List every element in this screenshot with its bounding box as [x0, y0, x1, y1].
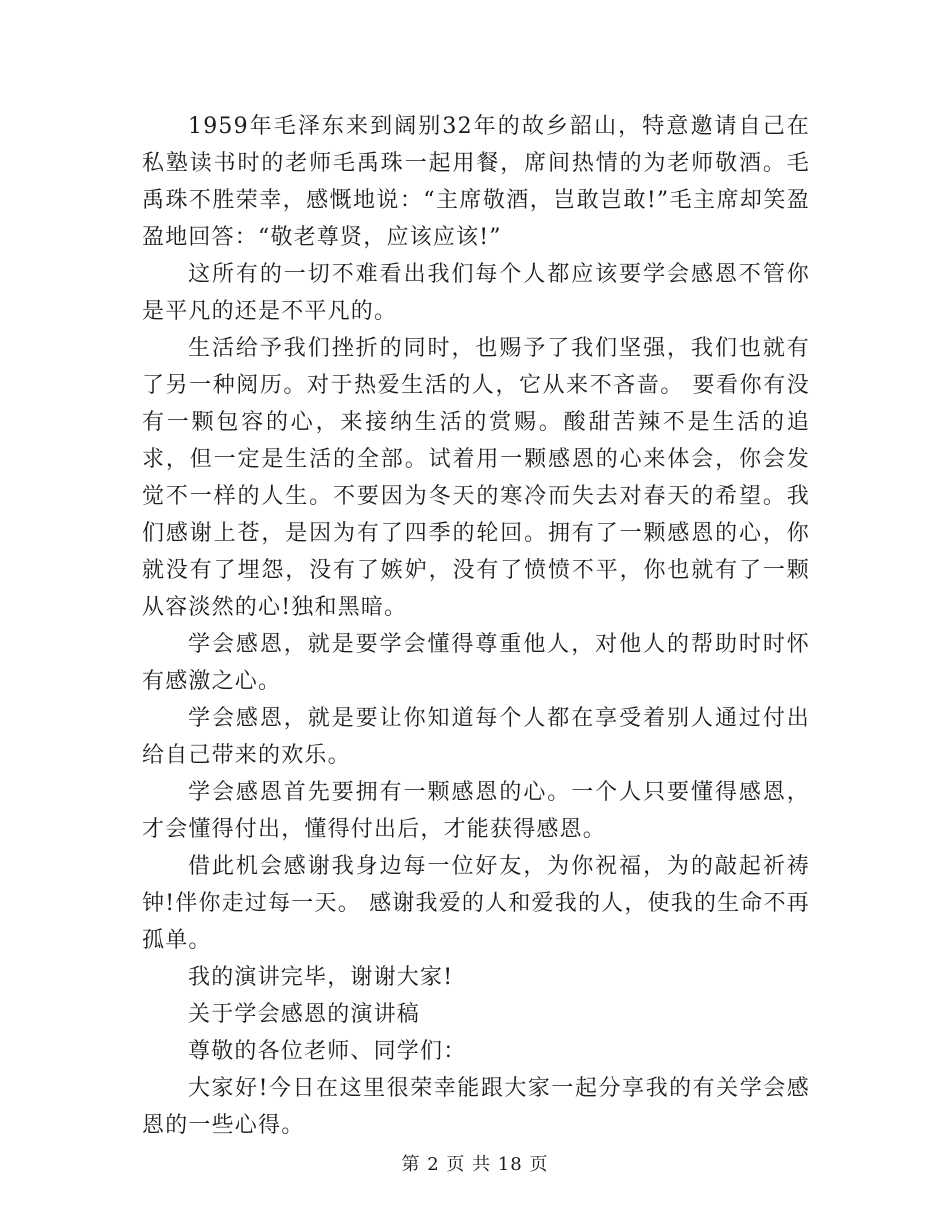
- paragraph: 我的演讲完毕，谢谢大家!: [188, 965, 454, 990]
- document-body: [142, 108, 810, 1144]
- page-number-label: 第 2 页 共 18 页: [401, 1154, 549, 1175]
- paragraph: 这所有的一切不难看出我们每个人都应该要学会感恩不管你是平凡的还是不平凡的。: [142, 262, 810, 324]
- paragraph: 生活给予我们挫折的同时，也赐予了我们坚强，我们也就有了另一种阅历。对于热爱生活的人，它从来不吝啬。 要看你有没有一颗包容的心，来接纳生活的赏赐。酸甜苦辣不是生活的追求，但一定是生活的全部。试着用一颗感恩的心来体会，你会发觉不一样的人生。不要因为冬天的寒冷而失去对春天的希望。我们感谢上苍，是因为有了四季的轮回。拥有了一颗感恩的心，你就没有了埋怨，没有了嫉妒，没有了愤愤不平，你也就有了一颗从容淡然的心!独和黑暗。: [142, 336, 810, 620]
- paragraph: 学会感恩，就是要学会懂得尊重他人，对他人的帮助时时怀有感激之心。: [142, 632, 810, 694]
- page-number-footer: [0, 1150, 950, 1176]
- paragraph: 学会感恩首先要拥有一颗感恩的心。一个人只要懂得感恩，才会懂得付出，懂得付出后，才能获得感恩。: [142, 780, 810, 842]
- paragraph: 1959年毛泽东来到阔别32年的故乡韶山，特意邀请自己在私塾读书时的老师毛禹珠一起用餐，席间热情的为老师敬酒。毛禹珠不胜荣幸，感慨地说：“主席敬酒，岂敢岂敢!”毛主席却笑盈盈地回答：“敬老尊贤，应该应该!”: [142, 114, 810, 250]
- paragraph: 借此机会感谢我身边每一位好友，为你祝福，为的敲起祈祷钟!伴你走过每一天。 感谢我爱的人和爱我的人，使我的生命不再孤单。: [142, 854, 810, 953]
- paragraph: 学会感恩，就是要让你知道每个人都在享受着别人通过付出给自己带来的欢乐。: [142, 706, 810, 768]
- paragraph: 关于学会感恩的演讲稿: [188, 1002, 421, 1027]
- paragraph: 尊敬的各位老师、同学们：: [188, 1039, 467, 1064]
- paragraph: 大家好!今日在这里很荣幸能跟大家一起分享我的有关学会感恩的一些心得。: [142, 1076, 810, 1138]
